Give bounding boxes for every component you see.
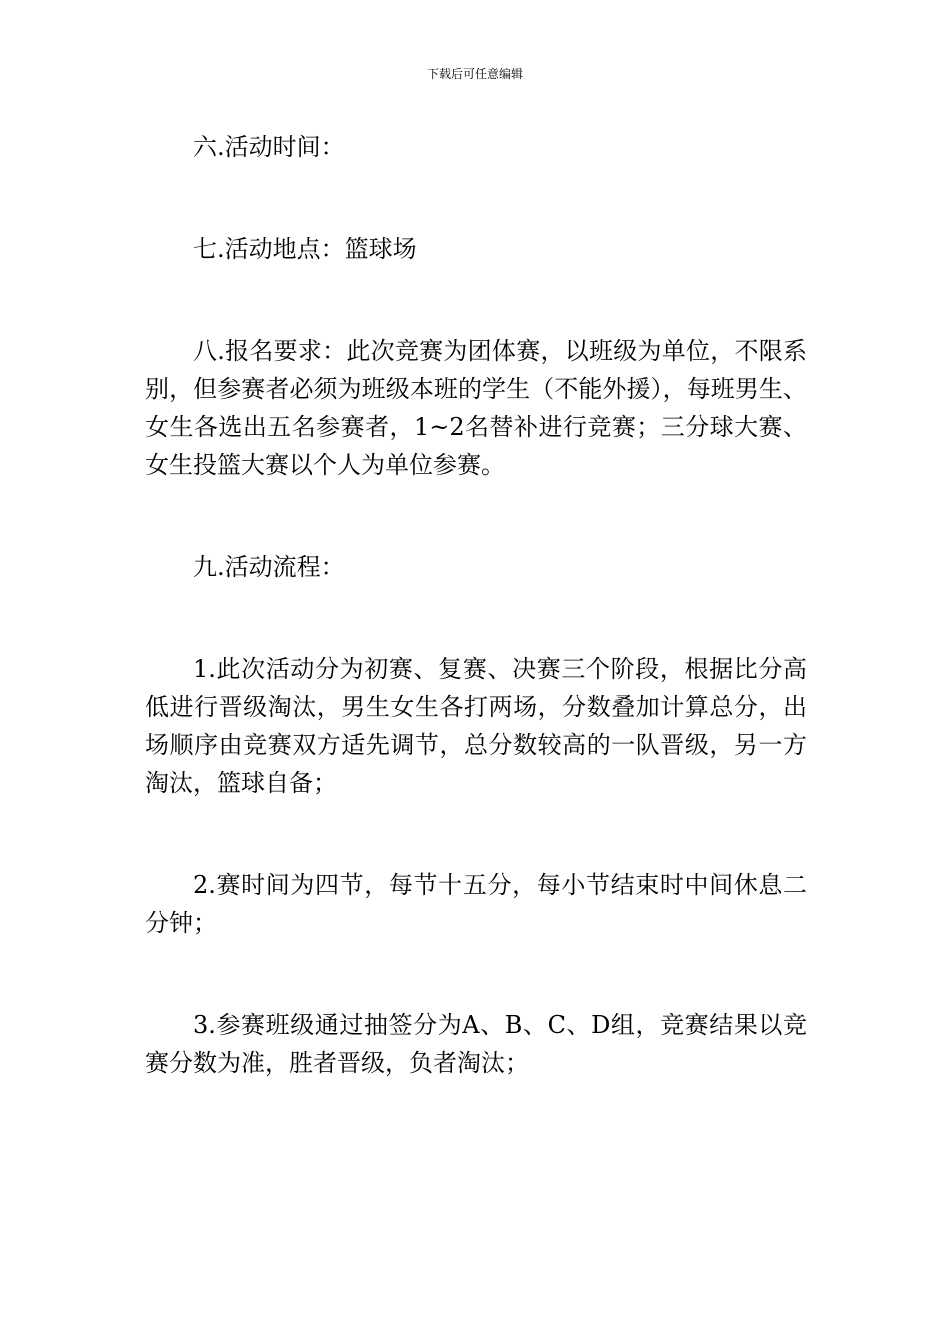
section-registration-requirements: 八.报名要求：此次竞赛为团体赛，以班级为单位，不限系别，但参赛者必须为班级本班的学生（不能外援），每班男生、女生各选出五名参赛者，1~2名替补进行竞赛；三分球大赛、女生投篮大赛以个人为单位参赛。 <box>145 337 807 479</box>
process-item-2: 2.赛时间为四节，每节十五分，每小节结束时中间休息二分钟； <box>145 871 807 937</box>
page-header: 下载后可任意编辑 <box>426 67 523 81</box>
section-activity-time: 六.活动时间： <box>193 133 345 161</box>
process-item-3: 3.参赛班级通过抽签分为A、B、C、D组，竞赛结果以竞赛分数为准，胜者晋级，负者淘汰； <box>145 1011 807 1077</box>
section-activity-location: 七.活动地点：篮球场 <box>193 235 417 263</box>
section-activity-process: 九.活动流程： <box>193 553 345 581</box>
document-body <box>145 128 807 1146</box>
process-item-1: 1.此次活动分为初赛、复赛、决赛三个阶段，根据比分高低进行晋级淘汰，男生女生各打两场，分数叠加计算总分，出场顺序由竞赛双方适先调节，总分数较高的一队晋级，另一方淘汰，篮球自备； <box>145 655 807 797</box>
